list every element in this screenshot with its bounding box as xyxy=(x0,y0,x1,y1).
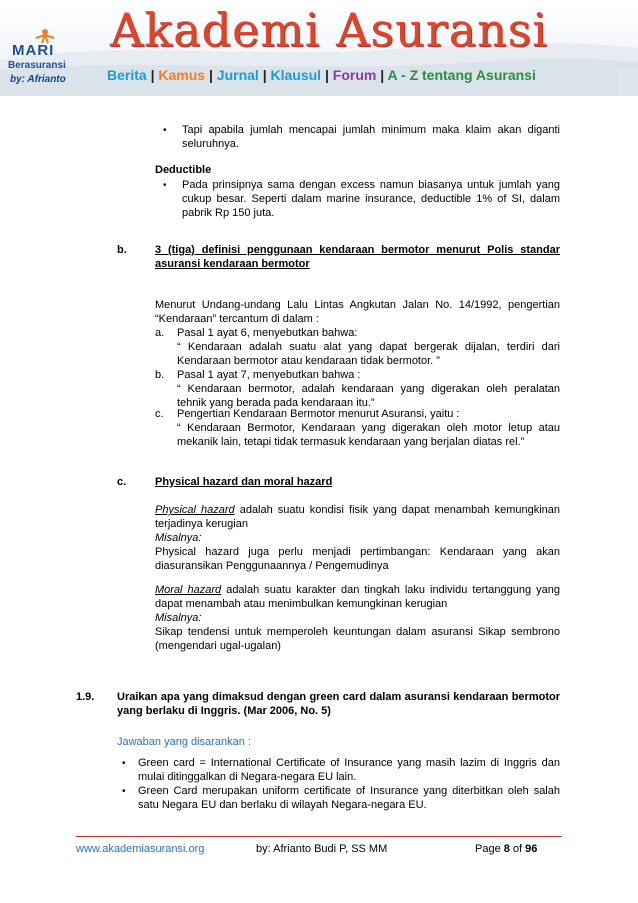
nav-separator: | xyxy=(150,67,155,83)
answer-label: Jawaban yang disarankan : xyxy=(117,736,251,748)
item-a-quote: “ Kendaraan adalah suatu alat yang dapat bergerak dijalan, terdiri dari Kendaraan bermotor atau kendaraan tidak bermotor. ” xyxy=(177,341,560,367)
item-c-title: Pengertian Kendaraan Bermotor menurut Asuransi, yaitu : xyxy=(177,408,460,420)
nav-berita[interactable]: Berita xyxy=(107,67,147,83)
site-logo[interactable] xyxy=(4,28,100,92)
moral-hazard-example: Sikap tendensi untuk memperoleh keuntungan dalam asuransi Sikap sembrono (mengendari ugal-ugalan) xyxy=(155,626,560,652)
section-c-marker: c. xyxy=(117,476,127,488)
nav-a-z[interactable]: A - Z tentang Asuransi xyxy=(387,67,536,83)
bullet-marker: • xyxy=(122,758,126,769)
banner-corner xyxy=(618,70,638,96)
bullet-marker: • xyxy=(122,786,126,797)
physical-hazard-term: Physical hazard xyxy=(155,504,235,516)
answer-bullet-2: Green Card merupakan uniform certificate of Insurance yang diterbitkan oleh salah satu Negara EU dan berlaku di wilayah Negara-negara EU. xyxy=(138,785,560,811)
logo-word: MARI xyxy=(12,42,55,59)
deductible-heading: Deductible xyxy=(155,164,212,176)
nav-kamus[interactable]: Kamus xyxy=(158,67,206,83)
answer-bullet-1: Green card = International Certificate of Insurance yang masih lazim di Inggris dan mulai ditinggalkan di Negara-negara EU lain. xyxy=(138,757,560,783)
footer-url-link[interactable]: www.akademiasuransi.org xyxy=(76,843,205,855)
item-c-quote: “ Kendaraan Bermotor, Kendaraan yang digerakan oleh motor letup atau mekanik lain, tetapi tidak termasuk kendaraan yang berjalan diatas rel.” xyxy=(177,422,560,448)
section-b-heading: 3 (tiga) definisi penggunaan kendaraan bermotor menurut Polis standar asuransi kendaraan bermotor xyxy=(155,244,560,270)
site-title: Akademi Asuransi xyxy=(110,3,548,57)
misalnya-label: Misalnya: xyxy=(155,612,202,624)
moral-hazard-def-text: adalah suatu karakter dan tingkah laku individu tertanggung yang dapat menambah atau menimbulkan kemungkinan kerugian xyxy=(155,584,560,610)
question-number: 1.9. xyxy=(76,691,95,703)
item-a-marker: a. xyxy=(155,327,165,339)
deductible-text: Pada prinsipnya sama dengan excess namun biasanya untuk jumlah yang cukup besar. Seperti dalam marine insurance, deductible 1% of SI, dalam pabrik Rp 150 juta. xyxy=(182,179,560,219)
moral-hazard-definition xyxy=(155,583,560,611)
page-total: 96 xyxy=(525,843,538,855)
bullet-marker: • xyxy=(163,125,167,136)
item-a-title: Pasal 1 ayat 6, menyebutkan bahwa: xyxy=(177,327,358,339)
physical-hazard-example: Physical hazard juga perlu menjadi pertimbangan: Kendaraan yang akan diasuransikan Penggunaannya / Pengemudinya xyxy=(155,546,560,572)
nav-separator: | xyxy=(324,67,329,83)
site-banner xyxy=(0,0,638,96)
item-b-quote: “ Kendaraan bermotor, adalah kendaraan yang digerakan oleh peralatan tehnik yang berada pada kendaraan itu.” xyxy=(177,383,560,409)
item-b-title: Pasal 1 ayat 7, menyebutkan bahwa : xyxy=(177,369,361,381)
section-b-marker: b. xyxy=(117,244,127,256)
section-c-heading: Physical hazard dan moral hazard xyxy=(155,476,333,488)
item-c-marker: c. xyxy=(155,408,164,420)
question-text: Uraikan apa yang dimaksud dengan green card dalam asuransi kendaraan bermotor yang berlaku di Inggris. (Mar 2006, No. 5) xyxy=(117,691,560,717)
page-word: Page xyxy=(475,843,504,855)
bullet-marker: • xyxy=(163,180,167,191)
footer-divider xyxy=(76,836,562,837)
logo-byline: by: Afrianto xyxy=(10,74,66,85)
bullet-top-text: Tapi apabila jumlah mencapai jumlah minimum maka klaim akan diganti seluruhnya. xyxy=(182,124,560,150)
site-nav xyxy=(107,68,536,82)
nav-klausul[interactable]: Klausul xyxy=(270,67,322,83)
physical-hazard-def-text: adalah suatu kondisi fisik yang dapat menambah kemungkinan terjadinya kerugian xyxy=(155,504,561,530)
nav-separator: | xyxy=(380,67,385,83)
logo-subtitle: Berasuransi xyxy=(8,60,66,71)
footer-author: by: Afrianto Budi P, SS MM xyxy=(256,843,388,855)
nav-separator: | xyxy=(208,67,213,83)
misalnya-label: Misalnya: xyxy=(155,532,202,544)
page-of: of xyxy=(509,843,526,855)
nav-forum[interactable]: Forum xyxy=(332,67,377,83)
nav-jurnal[interactable]: Jurnal xyxy=(216,67,259,83)
nav-separator: | xyxy=(262,67,267,83)
section-b-intro: Menurut Undang-undang Lalu Lintas Angkutan Jalan No. 14/1992, pengertian “Kendaraan” tercantum di dalam : xyxy=(155,299,560,325)
footer-page-number xyxy=(475,842,537,856)
page-current: 8 xyxy=(503,843,510,855)
physical-hazard-definition xyxy=(155,503,560,531)
item-b-marker: b. xyxy=(155,369,165,381)
moral-hazard-term: Moral hazard xyxy=(155,584,222,596)
